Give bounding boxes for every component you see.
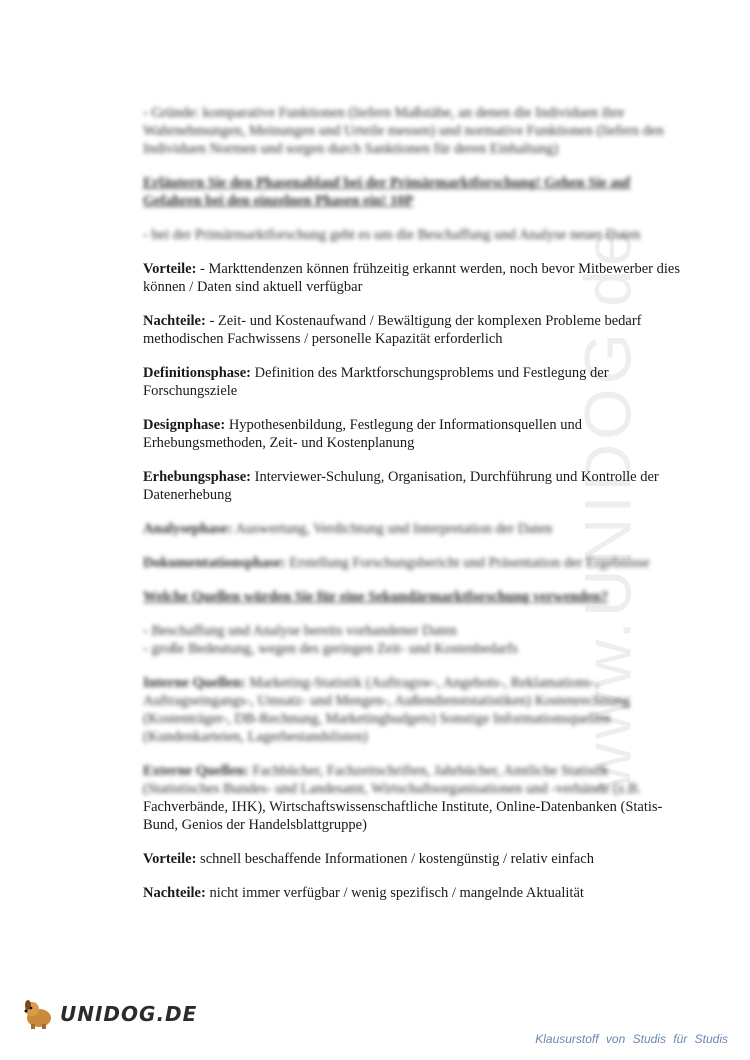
analysephase-text: Auswertung, Verdichtung und Interpretation der Daten	[235, 521, 553, 537]
erhebungsphase-text: Interviewer-Schulung, Organisation, Durchführung und Kontrolle der Datenerhebung	[143, 469, 659, 503]
designphase-paragraph	[143, 416, 683, 452]
blurred-interne-quellen	[143, 674, 683, 746]
blurred-externe-quellen	[143, 763, 641, 797]
externe-quellen-text: Fachbücher, Fachzeitschriften, Jahrbücher, Amtliche Statistik (Statistisches Bundes- und Landesamt, Wirtschaftsorganisationen und -verbände (z.B.	[143, 763, 642, 797]
externe-quellen-continuation: Fachverbände, IHK), Wirtschaftswissenschaftliche Institute, Online-Datenbanken (Statis-Bund, Genios der Handelsblattgruppe)	[143, 799, 663, 833]
blurred-paragraph-2: - bei der Primärmarktforschung geht es um die Beschaffung und Analyse neuer Daten	[143, 227, 641, 243]
externe-quellen-label: Externe Quellen:	[143, 763, 249, 779]
vorteile-paragraph-1	[143, 260, 683, 296]
blurred-analysephase	[143, 520, 683, 538]
vorteile-text: - Markttendenzen können frühzeitig erkannt werden, noch bevor Mitbewerber dies können / Daten sind aktuell verfügbar	[143, 261, 680, 295]
designphase-text: Hypothesenbildung, Festlegung der Informationsquellen und Erhebungsmethoden, Zeit- und Kostenplanung	[143, 417, 582, 451]
definitionsphase-paragraph	[143, 364, 683, 400]
blurred-paragraph-3	[143, 622, 683, 658]
dokumentationsphase-text: Erstellung Forschungsbericht und Präsentation der Ergebnisse	[289, 555, 650, 571]
blurred-paragraph-1: - Gründe: komparative Funktionen (liefern Maßstäbe, an denen die Individuen ihre Wahrnehmungen, Meinungen und Urteile messen) und normative Funktionen (liefern den Individuen Normen und sorgen durch Sanktionen für deren Einhaltung)	[143, 105, 664, 157]
blurred-dokumentationsphase	[143, 554, 683, 572]
nachteile-text-2: nicht immer verfügbar / wenig spezifisch / mangelnde Aktualität	[205, 885, 584, 901]
designphase-label: Designphase:	[143, 417, 226, 433]
definitionsphase-label: Definitionsphase:	[143, 365, 251, 381]
nachteile-text: - Zeit- und Kostenaufwand / Bewältigung der komplexen Probleme bedarf methodischen Fachwissens / personelle Kapazität erforderlich	[143, 313, 642, 347]
vorteile-label-2: Vorteile:	[143, 851, 197, 867]
nachteile-paragraph-2	[143, 884, 683, 902]
definitionsphase-text: Definition des Marktforschungsproblems und Festlegung der Forschungsziele	[143, 365, 609, 399]
erhebungsphase-paragraph	[143, 468, 683, 504]
dokumentationsphase-label: Dokumentationsphase:	[143, 555, 286, 571]
blurred-question-1: Erläutern Sie den Phasenablauf bei der Primärmarktforschung! Gehen Sie auf Gefahren bei den einzelnen Phasen ein! 10P	[143, 175, 631, 209]
blurred-question-2: Welche Quellen würden Sie für eine Sekundärmarktforschung verwenden?	[143, 589, 608, 605]
vorteile-label: Vorteile:	[143, 261, 197, 277]
blurred-line-3b: - große Bedeutung, wegen des geringen Zeit- und Kostenbedarfs	[143, 641, 518, 657]
document-body	[143, 104, 683, 918]
nachteile-label-2: Nachteile:	[143, 885, 206, 901]
analysephase-label: Analysephase:	[143, 521, 233, 537]
dog-icon	[22, 998, 56, 1030]
footer-slogan: Klausurstoff von Studis für Studis	[535, 1032, 728, 1046]
footer-logo[interactable]	[22, 998, 197, 1030]
blurred-line-3a: - Beschaffung und Analyse bereits vorhandener Daten	[143, 623, 457, 639]
interne-quellen-text: Marketing-Statistik (Auftragsw-, Angebots-, Reklamations-, Auftragseingangs-, Umsatz- und Mengen-, Außendienststatistiken) Kostenrechnung (Kostenträger-, DB-Rechnung, Marketingbudgets) Sonstige Informationsquellen (Kundenkarteien, Lagerbestandslisten)	[143, 675, 630, 745]
externe-quellen-paragraph	[143, 762, 683, 834]
erhebungsphase-label: Erhebungsphase:	[143, 469, 251, 485]
vorteile-paragraph-2	[143, 850, 683, 868]
interne-quellen-label: Interne Quellen:	[143, 675, 246, 691]
logo-text: UNIDOG.DE	[60, 1002, 198, 1026]
watermark: www.UNIDOG.de	[570, 225, 645, 791]
vorteile-text-2: schnell beschaffende Informationen / kostengünstig / relativ einfach	[196, 851, 594, 867]
nachteile-paragraph-1	[143, 312, 683, 348]
nachteile-label: Nachteile:	[143, 313, 206, 329]
